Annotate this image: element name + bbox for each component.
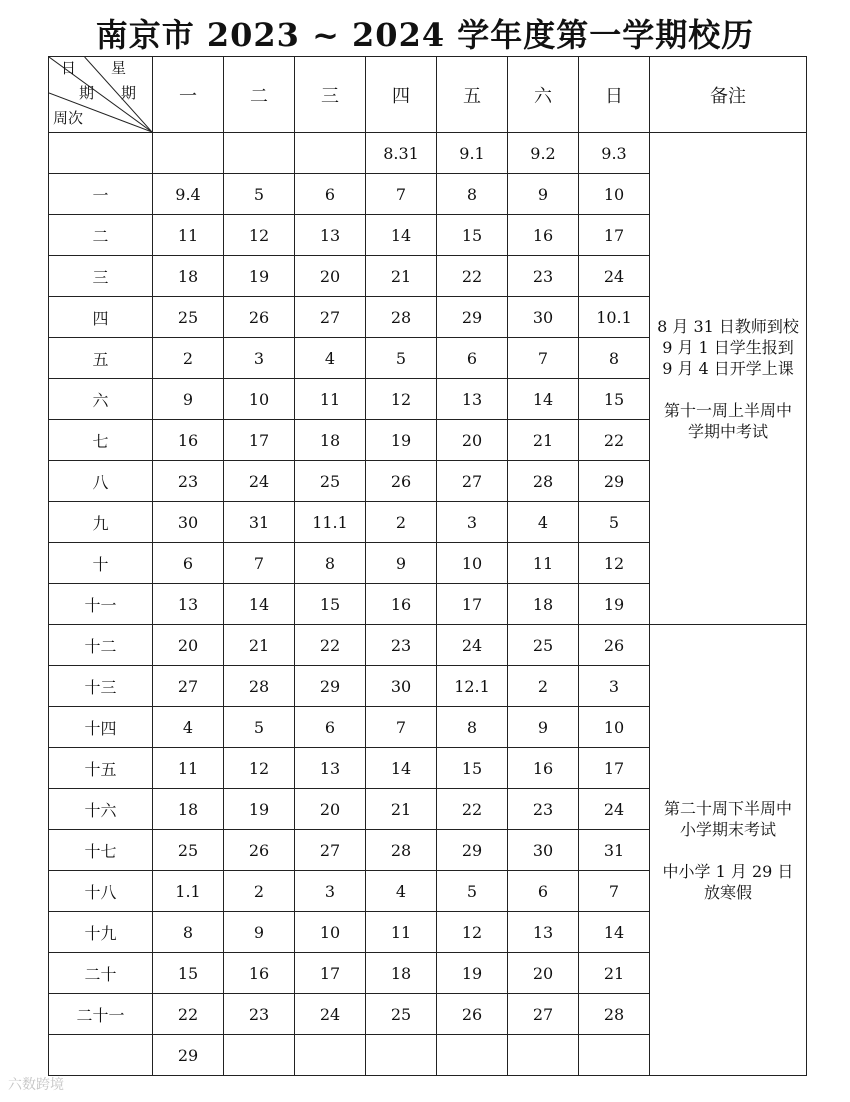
date-cell: 17 xyxy=(295,953,366,994)
date-cell: 16 xyxy=(508,215,579,256)
date-cell: 21 xyxy=(579,953,650,994)
date-cell xyxy=(224,133,295,174)
week-number-cell: 十 xyxy=(49,543,153,584)
note-line: 小学期末考试 xyxy=(679,819,776,839)
date-cell: 27 xyxy=(437,461,508,502)
date-cell: 24 xyxy=(437,625,508,666)
date-cell: 23 xyxy=(508,256,579,297)
date-cell: 7 xyxy=(366,707,437,748)
date-cell: 18 xyxy=(508,584,579,625)
date-cell: 16 xyxy=(366,584,437,625)
date-cell: 21 xyxy=(366,256,437,297)
week-row xyxy=(49,625,807,666)
date-cell: 9 xyxy=(508,174,579,215)
date-cell xyxy=(366,1035,437,1076)
note-gap xyxy=(650,840,806,861)
date-cell: 29 xyxy=(153,1035,224,1076)
date-cell: 17 xyxy=(437,584,508,625)
header-row xyxy=(49,57,807,133)
date-cell: 9.3 xyxy=(579,133,650,174)
date-cell: 17 xyxy=(579,215,650,256)
note-line: 放寒假 xyxy=(703,882,752,902)
date-cell: 29 xyxy=(437,830,508,871)
date-cell: 13 xyxy=(295,748,366,789)
date-cell: 29 xyxy=(579,461,650,502)
date-cell: 18 xyxy=(153,256,224,297)
date-cell: 30 xyxy=(366,666,437,707)
date-cell: 6 xyxy=(508,871,579,912)
note-line: 第二十周下半周中 xyxy=(663,798,792,818)
date-cell: 1.1 xyxy=(153,871,224,912)
week-number-cell: 十七 xyxy=(49,830,153,871)
date-cell: 6 xyxy=(437,338,508,379)
date-cell: 5 xyxy=(366,338,437,379)
date-cell: 9.1 xyxy=(437,133,508,174)
date-cell: 31 xyxy=(579,830,650,871)
date-cell: 24 xyxy=(295,994,366,1035)
date-cell: 14 xyxy=(224,584,295,625)
week-number-cell: 十八 xyxy=(49,871,153,912)
date-cell: 31 xyxy=(224,502,295,543)
date-cell: 12 xyxy=(224,748,295,789)
date-cell: 14 xyxy=(579,912,650,953)
date-cell: 21 xyxy=(508,420,579,461)
week-number-cell: 三 xyxy=(49,256,153,297)
date-cell: 5 xyxy=(224,174,295,215)
date-cell: 12 xyxy=(579,543,650,584)
date-cell: 30 xyxy=(153,502,224,543)
date-cell: 6 xyxy=(153,543,224,584)
date-cell: 2 xyxy=(366,502,437,543)
date-cell: 16 xyxy=(508,748,579,789)
date-cell: 13 xyxy=(295,215,366,256)
week-number-cell: 十二 xyxy=(49,625,153,666)
date-cell: 22 xyxy=(579,420,650,461)
date-cell xyxy=(295,1035,366,1076)
date-cell: 7 xyxy=(579,871,650,912)
date-cell xyxy=(295,133,366,174)
date-cell: 18 xyxy=(366,953,437,994)
date-cell: 16 xyxy=(153,420,224,461)
date-cell: 7 xyxy=(508,338,579,379)
date-cell: 18 xyxy=(153,789,224,830)
weekday-header: 二 xyxy=(224,57,295,133)
date-cell: 9 xyxy=(153,379,224,420)
date-cell: 12 xyxy=(224,215,295,256)
date-cell: 4 xyxy=(508,502,579,543)
date-cell: 10.1 xyxy=(579,297,650,338)
date-cell: 14 xyxy=(508,379,579,420)
date-cell: 2 xyxy=(153,338,224,379)
date-cell: 10 xyxy=(579,174,650,215)
date-cell: 4 xyxy=(295,338,366,379)
week-number-cell: 十六 xyxy=(49,789,153,830)
date-cell: 26 xyxy=(224,830,295,871)
date-cell: 8 xyxy=(579,338,650,379)
date-cell: 13 xyxy=(508,912,579,953)
date-cell: 4 xyxy=(153,707,224,748)
date-cell: 3 xyxy=(224,338,295,379)
date-cell: 28 xyxy=(508,461,579,502)
date-cell: 10 xyxy=(437,543,508,584)
date-cell: 27 xyxy=(153,666,224,707)
weekday-header: 四 xyxy=(366,57,437,133)
week-number-cell: 七 xyxy=(49,420,153,461)
notes-header: 备注 xyxy=(650,57,807,133)
week-row xyxy=(49,133,807,174)
date-cell: 11 xyxy=(295,379,366,420)
weekday-header: 日 xyxy=(579,57,650,133)
date-cell: 27 xyxy=(508,994,579,1035)
date-cell: 3 xyxy=(437,502,508,543)
date-cell: 25 xyxy=(366,994,437,1035)
date-cell: 9 xyxy=(224,912,295,953)
date-cell: 20 xyxy=(295,256,366,297)
date-cell: 23 xyxy=(366,625,437,666)
date-cell: 11.1 xyxy=(295,502,366,543)
date-cell: 26 xyxy=(366,461,437,502)
week-number-cell: 四 xyxy=(49,297,153,338)
date-cell: 15 xyxy=(437,215,508,256)
week-number-cell: 二十 xyxy=(49,953,153,994)
weekday-header: 三 xyxy=(295,57,366,133)
date-cell: 29 xyxy=(437,297,508,338)
date-cell xyxy=(579,1035,650,1076)
date-cell: 9 xyxy=(508,707,579,748)
date-cell: 3 xyxy=(295,871,366,912)
date-cell: 17 xyxy=(224,420,295,461)
date-cell: 18 xyxy=(295,420,366,461)
date-cell: 15 xyxy=(579,379,650,420)
date-cell: 25 xyxy=(295,461,366,502)
date-cell: 17 xyxy=(579,748,650,789)
date-cell: 19 xyxy=(224,256,295,297)
date-cell: 7 xyxy=(224,543,295,584)
date-cell: 23 xyxy=(153,461,224,502)
week-number-cell: 二十一 xyxy=(49,994,153,1035)
week-number-cell: 八 xyxy=(49,461,153,502)
date-cell: 22 xyxy=(295,625,366,666)
date-cell: 11 xyxy=(153,748,224,789)
note-line: 第十一周上半周中 xyxy=(663,400,792,420)
week-number-cell: 十三 xyxy=(49,666,153,707)
date-cell: 26 xyxy=(579,625,650,666)
date-cell: 15 xyxy=(437,748,508,789)
date-cell: 14 xyxy=(366,748,437,789)
date-cell: 23 xyxy=(508,789,579,830)
date-cell: 19 xyxy=(437,953,508,994)
date-cell: 27 xyxy=(295,830,366,871)
date-cell: 21 xyxy=(224,625,295,666)
date-cell xyxy=(437,1035,508,1076)
date-cell: 11 xyxy=(366,912,437,953)
corner-label-week: 周次 xyxy=(53,109,84,127)
note-gap xyxy=(650,379,806,400)
date-cell: 27 xyxy=(295,297,366,338)
date-cell: 14 xyxy=(366,215,437,256)
date-cell: 25 xyxy=(153,830,224,871)
corner-label-star: 星 xyxy=(111,59,127,77)
date-cell: 10 xyxy=(579,707,650,748)
note-line: 中小学 1 月 29 日 xyxy=(662,861,794,881)
week-number-cell: 十一 xyxy=(49,584,153,625)
date-cell: 22 xyxy=(437,789,508,830)
weekday-header: 一 xyxy=(153,57,224,133)
date-cell: 25 xyxy=(508,625,579,666)
date-cell: 6 xyxy=(295,707,366,748)
corner-label-period-b: 期 xyxy=(121,84,137,102)
date-cell: 30 xyxy=(508,830,579,871)
corner-label-day: 日 xyxy=(61,59,77,77)
week-number-cell xyxy=(49,1035,153,1076)
date-cell xyxy=(508,1035,579,1076)
page-title: 南京市 2023 ~ 2024 学年度第一学期校历 xyxy=(95,16,755,54)
date-cell: 8 xyxy=(295,543,366,584)
week-number-cell: 九 xyxy=(49,502,153,543)
date-cell xyxy=(224,1035,295,1076)
date-cell: 28 xyxy=(366,830,437,871)
date-cell: 24 xyxy=(224,461,295,502)
date-cell: 28 xyxy=(224,666,295,707)
date-cell: 5 xyxy=(579,502,650,543)
note-line: 8 月 31 日教师到校 xyxy=(657,316,799,336)
date-cell: 6 xyxy=(295,174,366,215)
note-line: 9 月 1 日学生报到 xyxy=(662,337,794,357)
date-cell: 28 xyxy=(579,994,650,1035)
date-cell: 8 xyxy=(437,174,508,215)
date-cell: 29 xyxy=(295,666,366,707)
date-cell: 15 xyxy=(295,584,366,625)
date-cell: 7 xyxy=(366,174,437,215)
week-number-cell: 十四 xyxy=(49,707,153,748)
weekday-header: 六 xyxy=(508,57,579,133)
date-cell: 12.1 xyxy=(437,666,508,707)
note-line: 9 月 4 日开学上课 xyxy=(662,358,794,378)
week-number-cell: 十九 xyxy=(49,912,153,953)
date-cell: 16 xyxy=(224,953,295,994)
date-cell: 8.31 xyxy=(366,133,437,174)
date-cell: 10 xyxy=(224,379,295,420)
week-number-cell: 一 xyxy=(49,174,153,215)
date-cell: 10 xyxy=(295,912,366,953)
corner-label-period-a: 期 xyxy=(79,84,95,102)
weekday-header: 五 xyxy=(437,57,508,133)
date-cell: 13 xyxy=(437,379,508,420)
date-cell: 20 xyxy=(295,789,366,830)
notes-cell-second-half xyxy=(650,625,807,1076)
date-cell: 9.4 xyxy=(153,174,224,215)
date-cell: 13 xyxy=(153,584,224,625)
date-cell: 20 xyxy=(153,625,224,666)
date-cell: 12 xyxy=(366,379,437,420)
date-cell: 30 xyxy=(508,297,579,338)
date-cell: 12 xyxy=(437,912,508,953)
date-cell: 4 xyxy=(366,871,437,912)
date-cell: 19 xyxy=(579,584,650,625)
week-number-cell: 五 xyxy=(49,338,153,379)
date-cell: 24 xyxy=(579,789,650,830)
week-number-cell xyxy=(49,133,153,174)
date-cell: 23 xyxy=(224,994,295,1035)
date-cell: 28 xyxy=(366,297,437,338)
date-cell xyxy=(153,133,224,174)
corner-header-cell xyxy=(49,57,153,133)
date-cell: 9.2 xyxy=(508,133,579,174)
week-number-cell: 二 xyxy=(49,215,153,256)
date-cell: 2 xyxy=(224,871,295,912)
date-cell: 22 xyxy=(437,256,508,297)
date-cell: 5 xyxy=(437,871,508,912)
school-calendar-table xyxy=(48,56,807,1076)
date-cell: 26 xyxy=(224,297,295,338)
date-cell: 20 xyxy=(508,953,579,994)
week-number-cell: 六 xyxy=(49,379,153,420)
date-cell: 22 xyxy=(153,994,224,1035)
watermark: 六数跨境 xyxy=(8,1077,64,1093)
date-cell: 20 xyxy=(437,420,508,461)
date-cell: 8 xyxy=(437,707,508,748)
date-cell: 25 xyxy=(153,297,224,338)
date-cell: 3 xyxy=(579,666,650,707)
date-cell: 26 xyxy=(437,994,508,1035)
date-cell: 24 xyxy=(579,256,650,297)
note-line: 学期中考试 xyxy=(687,421,768,441)
date-cell: 11 xyxy=(153,215,224,256)
date-cell: 8 xyxy=(153,912,224,953)
date-cell: 9 xyxy=(366,543,437,584)
date-cell: 19 xyxy=(224,789,295,830)
notes-cell-first-half xyxy=(650,133,807,625)
date-cell: 21 xyxy=(366,789,437,830)
date-cell: 19 xyxy=(366,420,437,461)
date-cell: 5 xyxy=(224,707,295,748)
week-number-cell: 十五 xyxy=(49,748,153,789)
date-cell: 11 xyxy=(508,543,579,584)
date-cell: 2 xyxy=(508,666,579,707)
date-cell: 15 xyxy=(153,953,224,994)
